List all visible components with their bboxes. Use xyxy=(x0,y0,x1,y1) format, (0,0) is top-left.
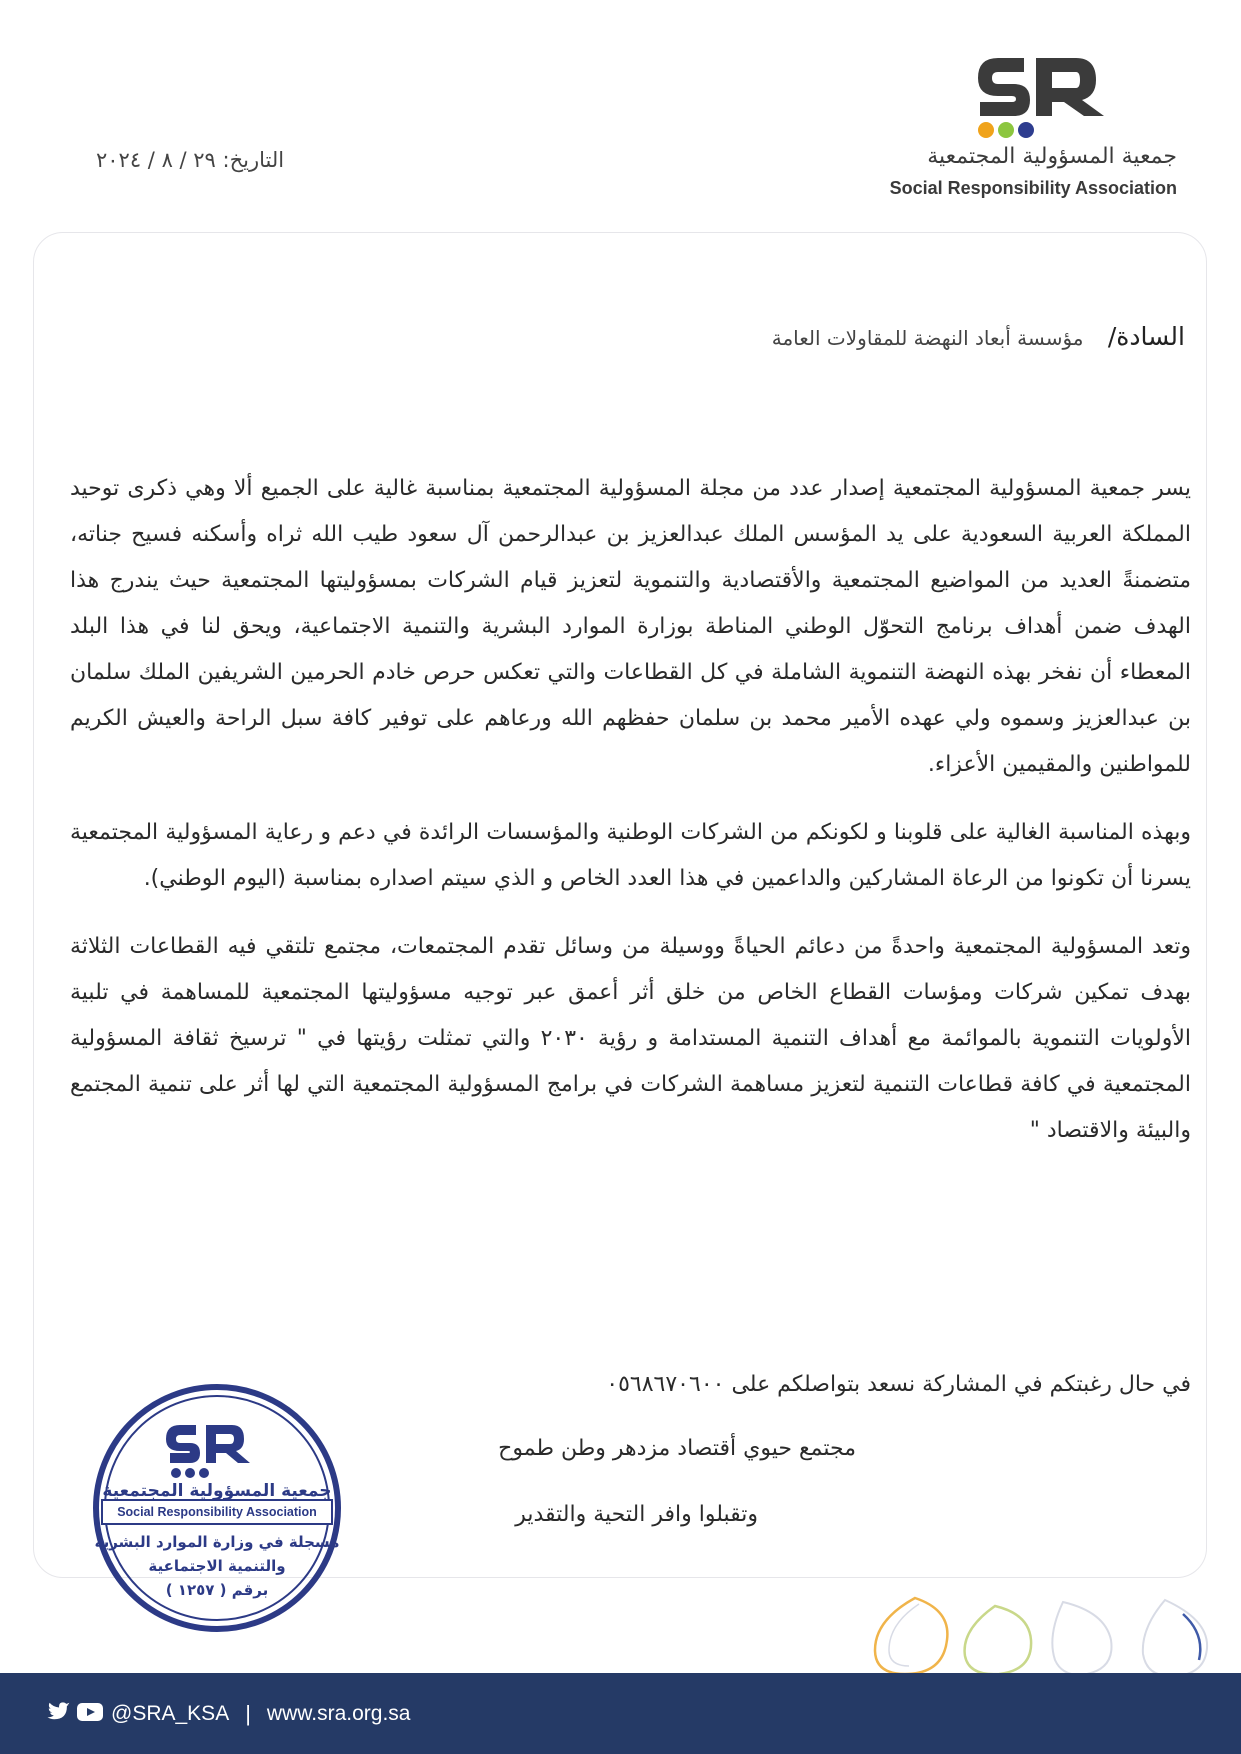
footer-separator: | xyxy=(245,1701,251,1726)
logo-arabic-name: جمعية المسؤولية المجتمعية xyxy=(927,144,1177,169)
closing-line: وتقبلوا وافر التحية والتقدير xyxy=(515,1502,758,1527)
stamp-registration-line: مسجلة في وزارة الموارد البشرية xyxy=(94,1533,340,1551)
body-paragraph: يسر جمعية المسؤولية المجتمعية إصدار عدد من مجلة المسؤولية المجتمعية بمناسبة غالية على الجميع ألا وهي ذكرى توحيد المملكة العربية السعودية على يد المؤسس الملك عبدالعزيز بن عبدالرحمن آل سعود طيب الله ثراه وأسكنه فسيح جناته، متضمنةً العديد من المواضيع المجتمعية والأقتصادية والتنموية لتعزيز قيام الشركات بمسؤوليتها المجتمعية حيث يندرج هذا الهدف ضمن أهداف برنامج التحوّل الوطني المناطة بوزارة الموارد البشرية والتنمية الاجتماعية، ويحق لنا في هذا البلد المعطاء أن نفخر بهذه النهضة التنموية الشاملة في كل القطاعات والتي تعكس حرص خادم الحرمين الشريفين الملك سلمان بن عبدالعزيز وسموه ولي عهده الأمير محمد بن سلمان حفظهم الله ورعاهم على توفير كافة سبل الراحة والعيش الكريم للمواطنين والمقيمين الأعزاء. xyxy=(70,476,1191,777)
salutation xyxy=(772,322,1185,351)
letter-date xyxy=(96,148,396,172)
date-label: التاريخ: xyxy=(222,148,285,172)
letter-body xyxy=(70,466,1191,1176)
body-paragraph: وتعد المسؤولية المجتمعية واحدةً من دعائم الحياةً ووسيلة من وسائل تقدم المجتمعات، مجتمع تلتقي فيه القطاعات الثلاثة بهدف تمكين شركات ومؤسات القطاع الخاص من خلق أثر أعمق عبر توجيه مسؤوليتها المجتمعية للمساهمة في تلبية الأولويات التنموية بالموائمة مع أهداف التنمية المستدامة و رؤية ٢٠٣٠ والتي تمثلت رؤيتها في " ترسيخ ثقافة المسؤولية المجتمعية في كافة قطاعات التنمية لتعزيز مساهمة الشركات في برامج المسؤولية المجتمعية التي لها أثر على تنمية المجتمع والبيئة والاقتصاد " xyxy=(70,934,1192,1143)
social-handle[interactable]: @SRA_KSA xyxy=(111,1702,230,1725)
association-logo xyxy=(877,48,1177,208)
salutation-label: السادة/ xyxy=(1107,322,1185,351)
recipient-name: مؤسسة أبعاد النهضة للمقاولات العامة xyxy=(771,326,1084,350)
stamp-english-name: Social Responsibility Association xyxy=(117,1505,317,1519)
twitter-icon[interactable] xyxy=(47,1702,71,1726)
decorative-shapes-icon xyxy=(865,1590,1235,1680)
stamp-registration-number: برقم ( ١٢٥٧ ) xyxy=(165,1581,269,1599)
stamp-arabic-name: جمعية المسؤولية المجتمعية xyxy=(102,1481,332,1501)
contact-line: في حال رغبتكم في المشاركة نسعد بتواصلكم على ٠٥٦٨٦٧٠٦٠٠ xyxy=(606,1372,1191,1397)
footer-bar xyxy=(0,1673,1241,1754)
logo-english-name: Social Responsibility Association xyxy=(889,178,1177,198)
stamp-registration-line: والتنمية الاجتماعية xyxy=(148,1557,286,1575)
website-link[interactable]: www.sra.org.sa xyxy=(266,1702,411,1725)
sr-logo-icon xyxy=(972,48,1112,140)
date-value: ٢٩ / ٨ / ٢٠٢٤ xyxy=(96,148,216,172)
official-stamp xyxy=(92,1383,342,1633)
body-paragraph: وبهذه المناسبة الغالية على قلوبنا و لكونكم من الشركات الوطنية والمؤسسات الرائدة في دعم و رعاية المسؤولية المجتمعية يسرنا أن تكونوا من الرعاة المشاركين والداعمين في هذا العدد الخاص و الذي سيتم اصداره بمناسبة (اليوم الوطني). xyxy=(70,820,1191,891)
social-links xyxy=(47,1701,410,1727)
youtube-icon[interactable] xyxy=(77,1702,103,1726)
slogan: مجتمع حيوي أقتصاد مزدهر وطن طموح xyxy=(498,1436,856,1461)
